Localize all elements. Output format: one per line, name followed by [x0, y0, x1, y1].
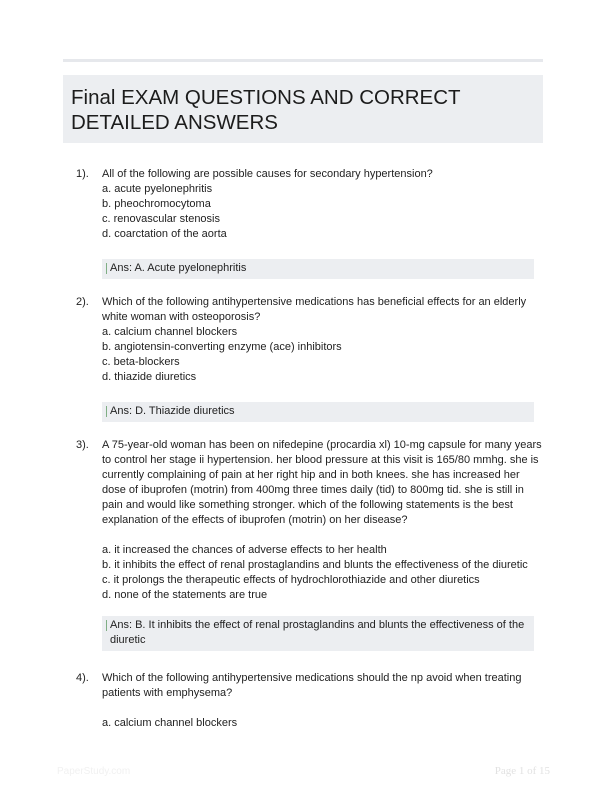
question-number: 1). — [76, 168, 89, 180]
answer-text: Ans: A. Acute pyelonephritis — [110, 262, 247, 274]
option: d. thiazide diuretics — [102, 371, 197, 383]
question-4 — [63, 671, 543, 731]
option: b. pheochromocytoma — [102, 198, 211, 210]
options-list — [102, 325, 543, 385]
question-text: A 75-year-old woman has been on nifedepine (procardia xl) 10-mg capsule for many years to control her stage ii hypertension. her blood pressure at this visit is 165/80 mmhg. she is currently complaining of pain at her right hip and in both knees. she has increased her dose of ibuprofen (motrin) from 400mg three times daily (tid) to 800mg tid. she is still in pain and would like something stronger. which of the following statements is the best explanation of the effects of ibuprofen (motrin) on her disease? — [102, 439, 542, 526]
question-text: Which of the following antihypertensive medications has beneficial effects for an elderly white woman with osteoporosis? — [102, 296, 527, 323]
options-list — [102, 543, 543, 603]
answer-text: Ans: B. It inhibits the effect of renal prostaglandins and blunts the effectiveness of the diuretic — [110, 619, 525, 646]
answer-box — [102, 259, 534, 279]
option: a. calcium channel blockers — [102, 326, 238, 338]
option: a. acute pyelonephritis — [102, 183, 213, 195]
option: d. none of the statements are true — [102, 589, 268, 601]
option: c. beta-blockers — [102, 356, 180, 368]
option: a. it increased the chances of adverse effects to her health — [102, 544, 387, 556]
option: c. it prolongs the therapeutic effects of hydrochlorothiazide and other diuretics — [102, 574, 480, 586]
top-divider — [63, 59, 543, 62]
question-2 — [63, 295, 543, 422]
option: a. calcium channel blockers — [102, 717, 238, 729]
option: b. it inhibits the effect of renal prostaglandins and blunts the effectiveness of the diuretic — [102, 559, 528, 571]
question-3 — [63, 438, 543, 651]
footer-watermark: PaperStudy.com — [57, 766, 131, 777]
option: b. angiotensin-converting enzyme (ace) inhibitors — [102, 341, 342, 353]
question-number: 3). — [76, 439, 89, 451]
option: d. coarctation of the aorta — [102, 228, 227, 240]
question-1 — [63, 167, 543, 279]
answer-box — [102, 402, 534, 422]
page-title: Final EXAM QUESTIONS AND CORRECT DETAILED ANSWERS — [71, 86, 461, 134]
answer-marker — [106, 620, 107, 631]
answer-text: Ans: D. Thiazide diuretics — [110, 405, 235, 417]
answer-box — [102, 616, 534, 651]
answer-marker — [106, 406, 107, 417]
title-banner — [63, 75, 543, 143]
answer-marker — [106, 263, 107, 274]
question-number: 4). — [76, 672, 89, 684]
option: c. renovascular stenosis — [102, 213, 220, 225]
page-number: Page 1 of 15 — [494, 765, 550, 777]
question-text: All of the following are possible causes for secondary hypertension? — [102, 168, 433, 180]
question-text: Which of the following antihypertensive medications should the np avoid when treating patients with emphysema? — [102, 672, 522, 699]
options-list — [102, 182, 543, 242]
options-list — [102, 716, 543, 731]
question-number: 2). — [76, 296, 89, 308]
